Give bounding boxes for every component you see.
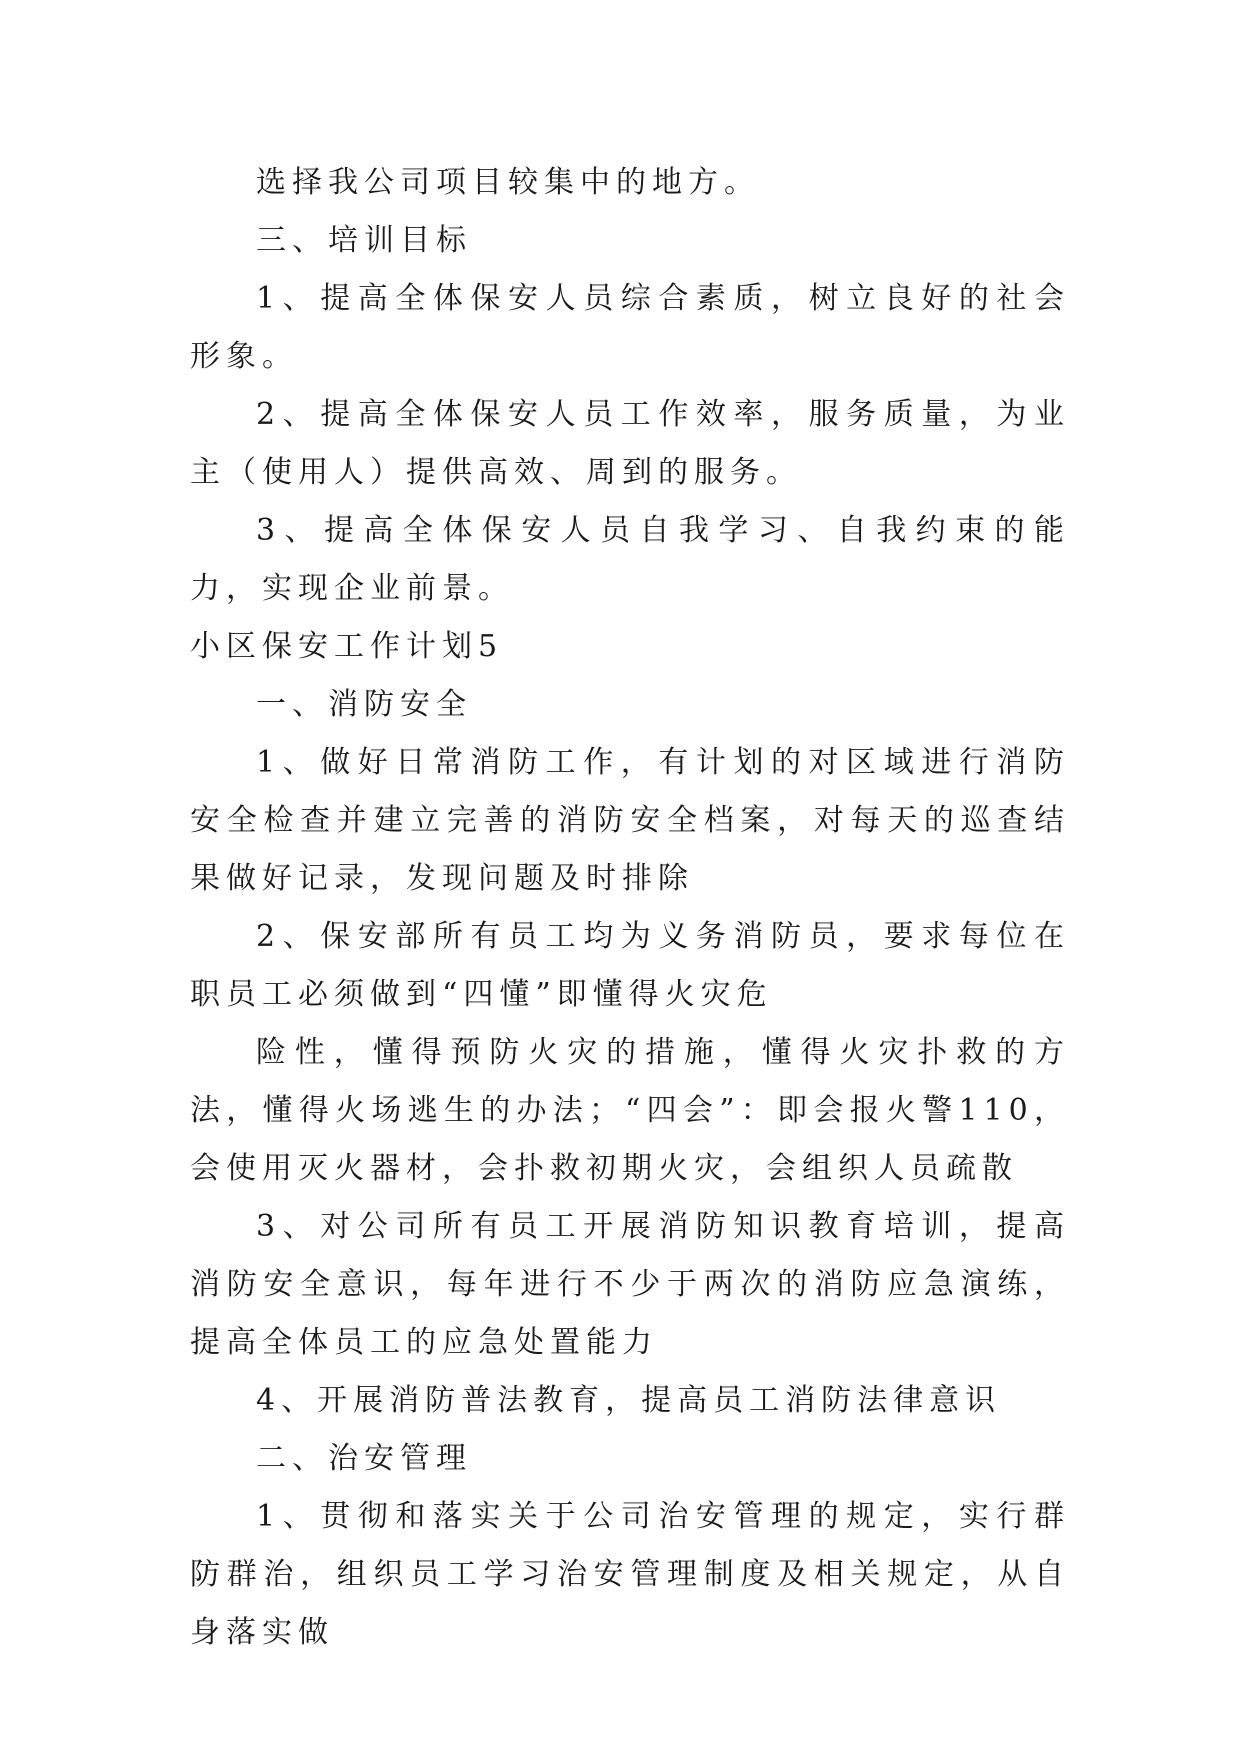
section-heading: 二、治安管理 (256, 1441, 472, 1476)
paragraph: 3、对公司所有员工开展消防知识教育培训，提高消防安全意识，每年进行不少于两次的消防应急演练，提高全体员工的应急处置能力 (190, 1209, 1070, 1360)
paragraph: 3、提高全体保安人员自我学习、自我约束的能力，实现企业前景。 (190, 513, 1070, 606)
paragraph: 1、贯彻和落实关于公司治安管理的规定，实行群防群治，组织员工学习治安管理制度及相关规定，从自身落实做 (190, 1499, 1070, 1650)
paragraph: 险性，懂得预防火灾的措施，懂得火灾扑救的方法，懂得火场逃生的办法；“四会”：即会报火警110，会使用灭火器材，会扑救初期火灾，会组织人员疏散 (190, 1035, 1070, 1186)
paragraph: 1、提高全体保安人员综合素质，树立良好的社会形象。 (190, 281, 1070, 374)
document-body (190, 154, 1070, 1662)
paragraph: 4、开展消防普法教育，提高员工消防法律意识 (256, 1383, 1002, 1418)
section-heading: 一、消防安全 (256, 687, 472, 722)
document-title: 小区保安工作计划5 (190, 629, 504, 664)
paragraph: 2、提高全体保安人员工作效率，服务质量，为业主（使用人）提供高效、周到的服务。 (190, 397, 1070, 490)
paragraph: 1、做好日常消防工作，有计划的对区域进行消防安全检查并建立完善的消防安全档案，对每天的巡查结果做好记录，发现问题及时排除 (190, 745, 1070, 896)
paragraph: 选择我公司项目较集中的地方。 (256, 165, 760, 200)
paragraph: 2、保安部所有员工均为义务消防员，要求每位在职员工必须做到“四懂”即懂得火灾危 (190, 919, 1070, 1012)
section-heading: 三、培训目标 (256, 223, 472, 258)
